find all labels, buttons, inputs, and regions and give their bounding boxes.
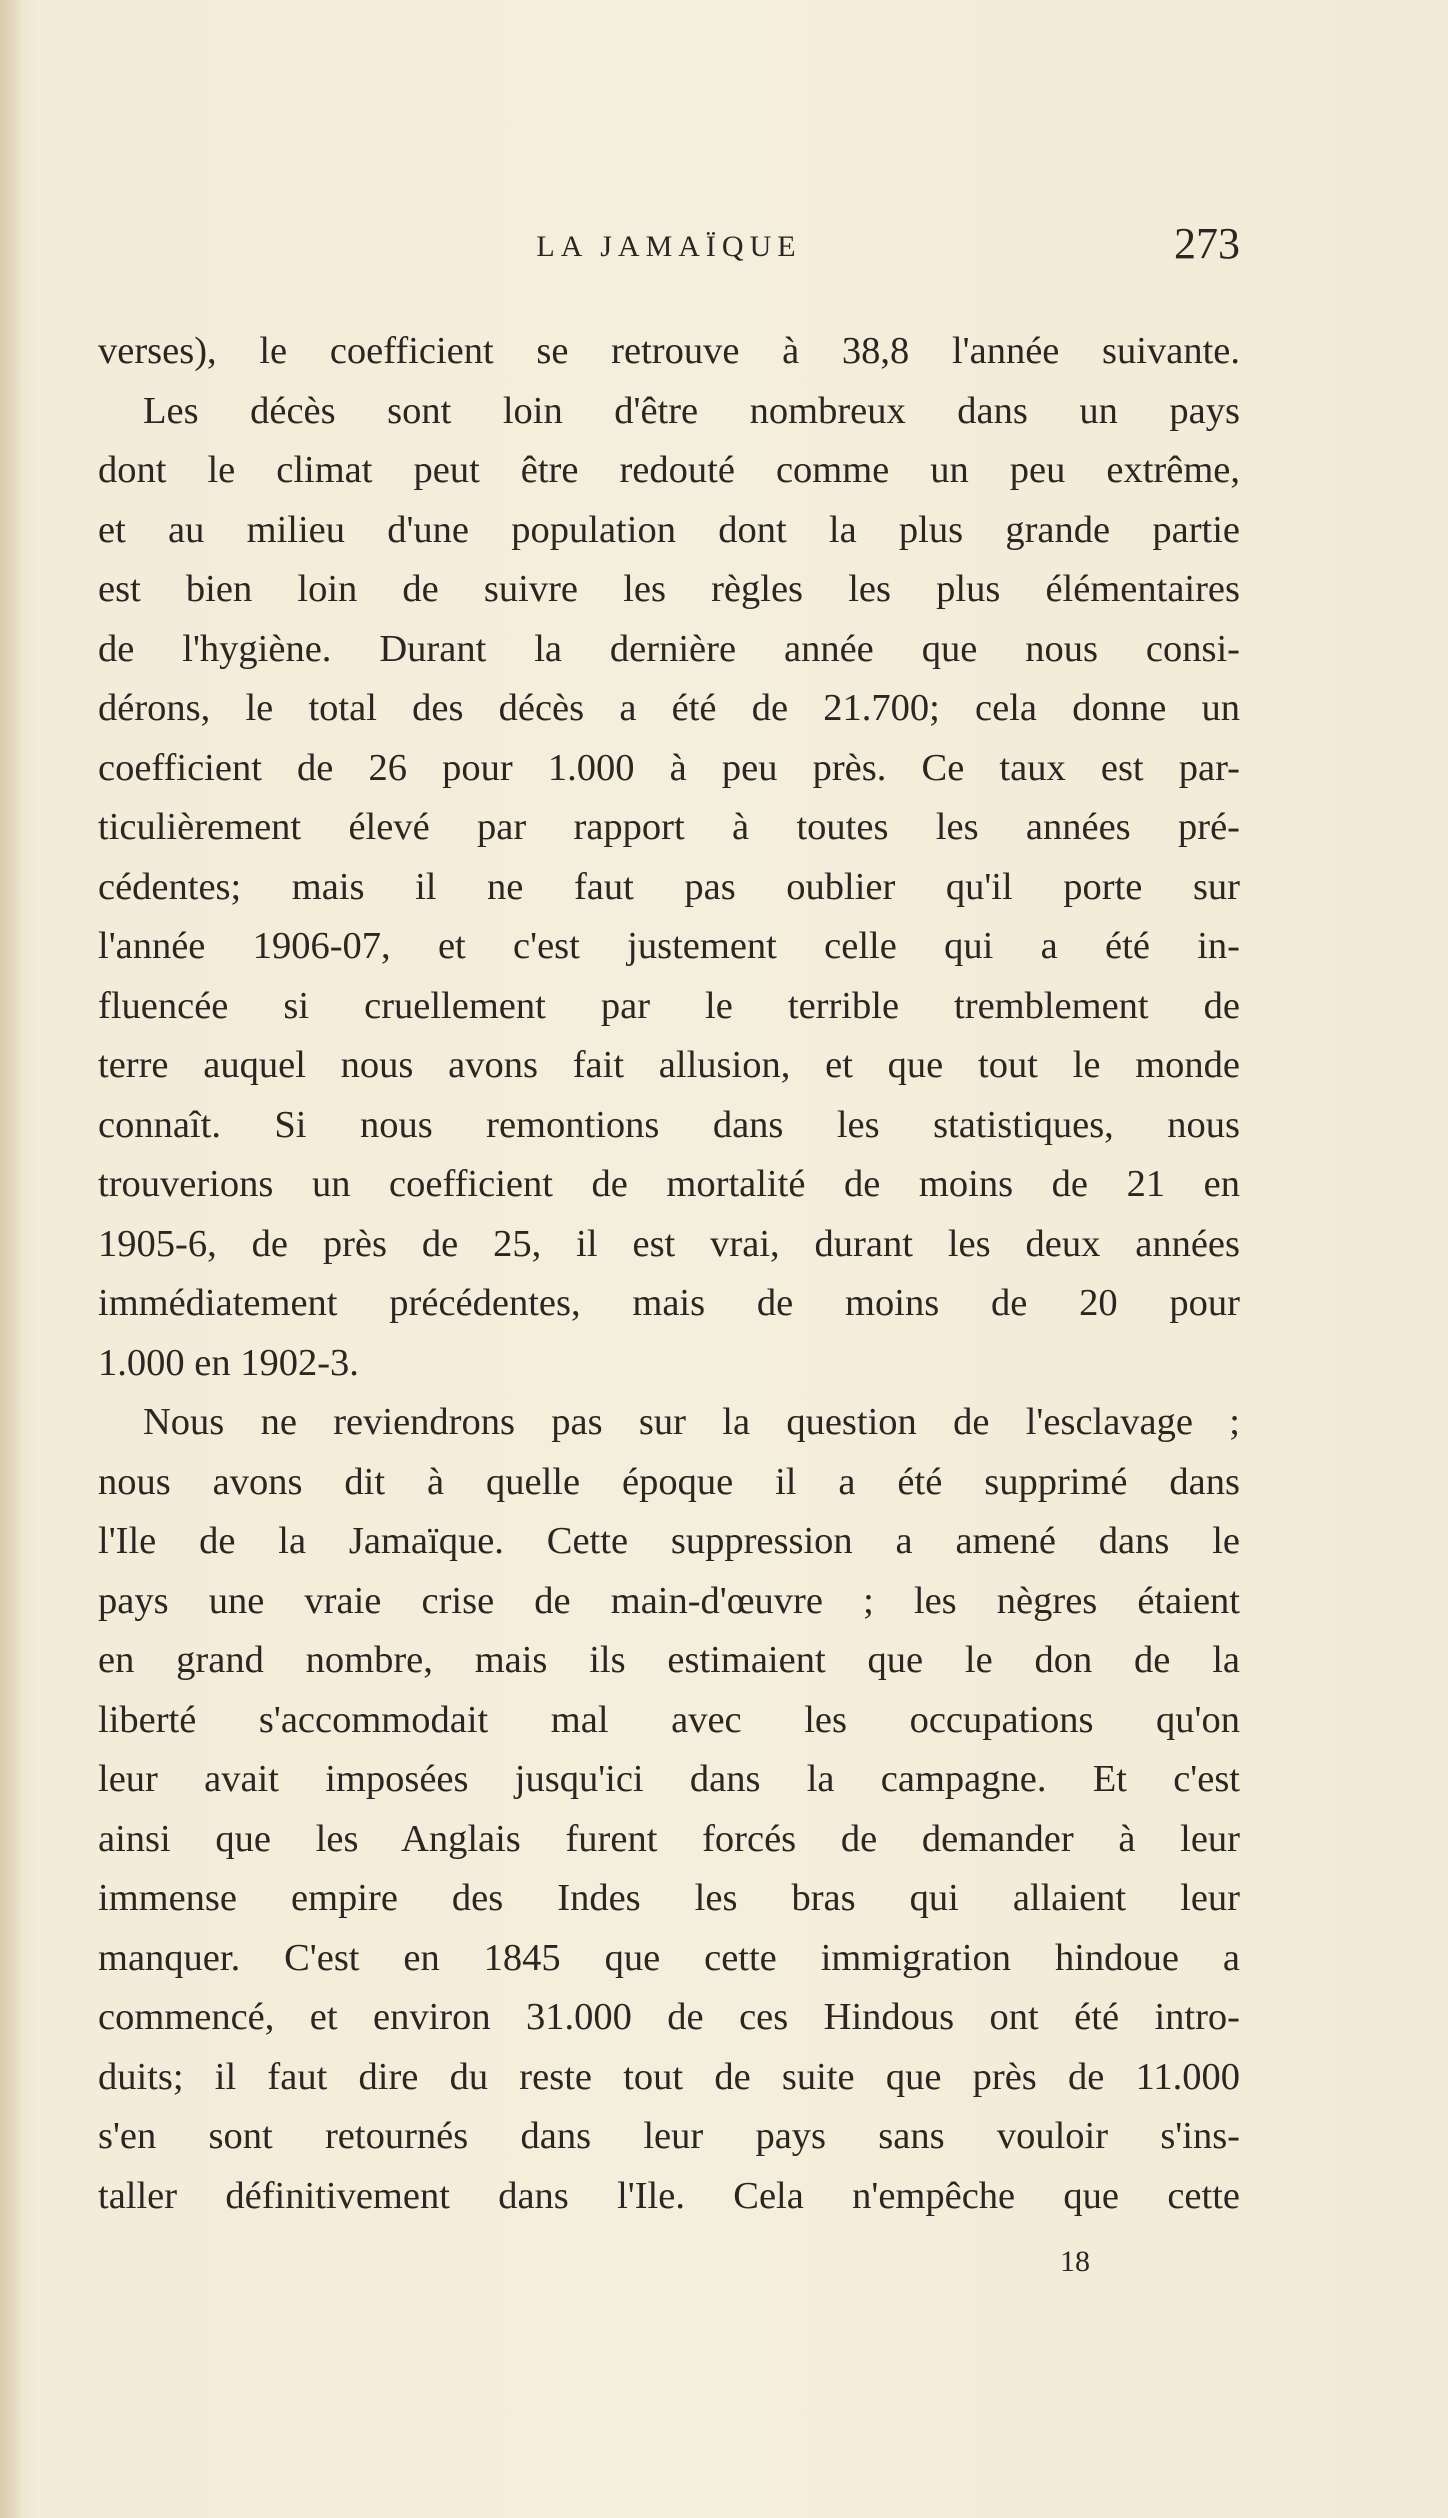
body-text	[98, 322, 1240, 2226]
running-title: LA JAMAÏQUE	[536, 230, 802, 263]
signature-mark: 18	[1060, 2245, 1090, 2278]
gutter-shadow	[0, 0, 22, 2518]
text-line: manquer. C'est en 1845 que cette immigration hindoue a	[98, 1936, 1240, 1979]
text-line: verses), le coefficient se retrouve à 38,8 l'année suivante.	[98, 330, 1240, 372]
text-line: s'en sont retournés dans leur pays sans vouloir s'ins-	[98, 2115, 1240, 2157]
text-line: immédiatement précédentes, mais de moins de 20 pour	[98, 1282, 1240, 1324]
text-line: trouverions un coefficient de mortalité de moins de 21 en	[98, 1163, 1240, 1205]
text-line: Les décès sont loin d'être nombreux dans un pays	[143, 389, 1240, 432]
text-line: connaît. Si nous remontions dans les statistiques, nous	[98, 1103, 1240, 1146]
page-number: 273	[1174, 219, 1240, 268]
text-line: dont le climat peut être redouté comme un peu extrême,	[98, 449, 1240, 491]
text-line: pays une vraie crise de main-d'œuvre ; les nègres étaient	[98, 1579, 1240, 1622]
text-line: est bien loin de suivre les règles les plus élémentaires	[98, 568, 1240, 610]
text-line: fluencée si cruellement par le terrible tremblement de	[98, 984, 1240, 1027]
text-line: de l'hygiène. Durant la dernière année que nous consi-	[98, 627, 1240, 670]
text-line: l'année 1906-07, et c'est justement celle qui a été in-	[98, 925, 1240, 967]
text-line: et au milieu d'une population dont la plus grande partie	[98, 508, 1240, 551]
text-line: 1.000 en 1902-3.	[98, 1341, 359, 1384]
text-line: l'Ile de la Jamaïque. Cette suppression a amené dans le	[98, 1520, 1240, 1562]
text-line: terre auquel nous avons fait allusion, et que tout le monde	[98, 1044, 1240, 1086]
text-line: Nous ne reviendrons pas sur la question de l'esclavage ;	[143, 1401, 1240, 1443]
text-line: nous avons dit à quelle époque il a été supprimé dans	[98, 1460, 1240, 1503]
page-header	[98, 218, 1240, 278]
text-line: coefficient de 26 pour 1.000 à peu près. Ce taux est par-	[98, 746, 1240, 789]
text-line: liberté s'accommodait mal avec les occupations qu'on	[98, 1698, 1240, 1741]
text-line: dérons, le total des décès a été de 21.700; cela donne un	[98, 687, 1240, 729]
text-line: cédentes; mais il ne faut pas oublier qu'il porte sur	[98, 865, 1240, 908]
text-line: en grand nombre, mais ils estimaient que le don de la	[98, 1639, 1240, 1681]
text-line: ainsi que les Anglais furent forcés de demander à leur	[98, 1817, 1240, 1860]
text-line: immense empire des Indes les bras qui allaient leur	[98, 1877, 1240, 1919]
text-line: ticulièrement élevé par rapport à toutes les années pré-	[98, 806, 1240, 848]
text-line: 1905-6, de près de 25, il est vrai, durant les deux années	[98, 1222, 1240, 1265]
text-line: duits; il faut dire du reste tout de suite que près de 11.000	[98, 2055, 1240, 2098]
text-line: taller définitivement dans l'Ile. Cela n'empêche que cette	[98, 2174, 1240, 2217]
text-line: leur avait imposées jusqu'ici dans la campagne. Et c'est	[98, 1758, 1240, 1800]
text-line: commencé, et environ 31.000 de ces Hindous ont été intro-	[98, 1996, 1240, 2038]
